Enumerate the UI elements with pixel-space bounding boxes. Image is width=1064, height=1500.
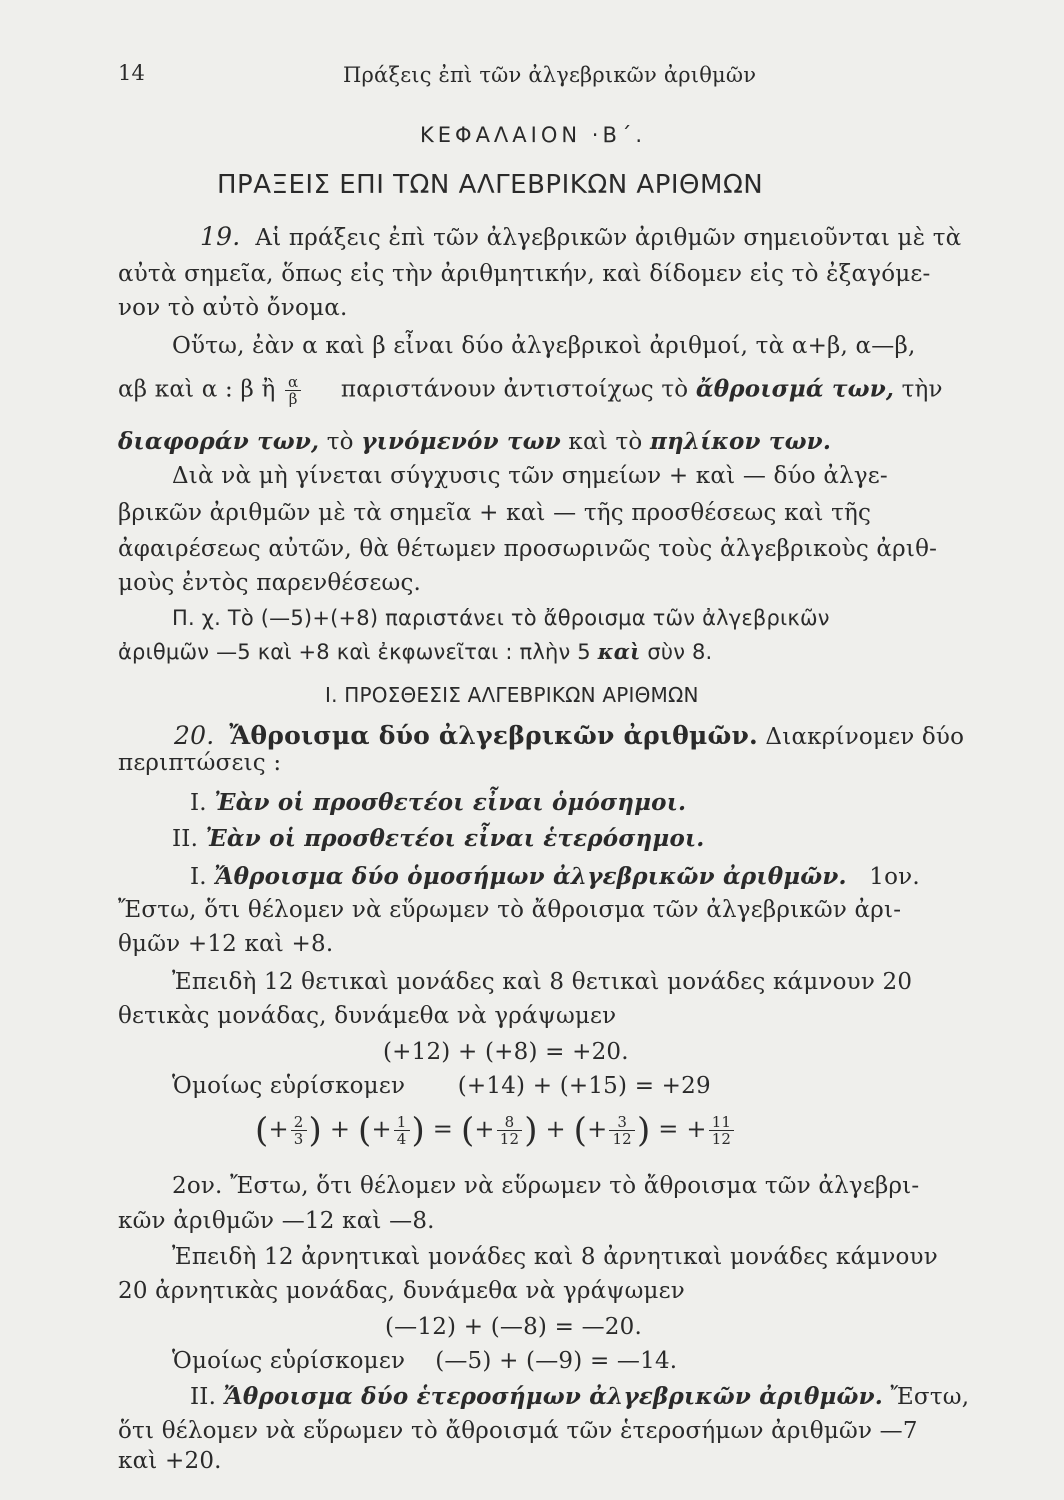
- denominator: 4: [394, 1130, 410, 1147]
- numerator: 1: [396, 1113, 407, 1131]
- numerator: 3: [617, 1113, 628, 1131]
- fraction: [394, 1114, 410, 1147]
- example-line: Π. χ. Τὸ (—5)+(+8) παριστάνει τὸ ἄθροισμα τῶν ἀλγεβρικῶν: [172, 606, 830, 630]
- emphasis-difference: διαφοράν των,: [118, 428, 320, 455]
- paragraph-line: μοὺς ἐντὸς παρενθέσεως.: [118, 570, 422, 596]
- paragraph-line: Ἔστω, ὅτι θέλομεν νὰ εὕρωμεν τὸ ἄθροισμα τῶν ἀλγεβρικῶν ἀρι-: [118, 897, 902, 923]
- section-19-line-1: [200, 222, 961, 253]
- case-line: [190, 788, 686, 818]
- numerator: 2: [293, 1113, 304, 1131]
- section-20-line-1: [174, 721, 964, 752]
- fraction-alpha-over-beta: [285, 374, 301, 407]
- paragraph-line: ἀφαιρέσεως αὐτῶν, θὰ θέτωμεν προσωρινῶς τοὺς ἀλγεβρικοὺς ἀριθ-: [118, 536, 938, 562]
- denominator: 3: [291, 1130, 307, 1147]
- section-number: 19.: [200, 222, 241, 251]
- emphasis-sum: ἄθροισμά των,: [695, 375, 895, 403]
- emphasis-quotient: πηλίκον των.: [649, 428, 832, 455]
- running-title: Πράξεις ἐπὶ τῶν ἀλγεβρικῶν ἀριθμῶν: [343, 63, 757, 87]
- case-number: I.: [190, 790, 207, 816]
- denominator: β: [285, 390, 301, 407]
- numerator: α: [287, 373, 299, 391]
- text: τὸ: [326, 429, 354, 455]
- text: Ὁμοίως εὑρίσκομεν: [172, 1348, 406, 1374]
- section-heading: Ι. ΠΡΟΣΘΕΣΙΣ ΑΛΓΕΒΡΙΚΩΝ ΑΡΙΘΜΩΝ: [325, 683, 699, 707]
- chapter-title: ΠΡΑΞΕΙΣ ΕΠΙ ΤΩΝ ΑΛΓΕΒΡΙΚΩΝ ΑΡΙΘΜΩΝ: [217, 170, 764, 200]
- denominator: 12: [497, 1130, 523, 1147]
- fraction: [609, 1114, 635, 1147]
- paragraph-line: καὶ +20.: [118, 1448, 222, 1474]
- text: τὴν: [901, 376, 943, 403]
- paragraph-line: βρικῶν ἀριθμῶν μὲ τὰ σημεῖα + καὶ — τῆς προσθέσεως καὶ τῆς: [118, 500, 872, 526]
- case-text: Ἐὰν οἱ προσθετέοι εἶναι ἑτερόσημοι.: [205, 825, 705, 852]
- case-number: I.: [190, 864, 207, 890]
- paragraph-line: 2ον. Ἔστω, ὅτι θέλομεν νὰ εὕρωμεν τὸ ἄθροισμα τῶν ἀλγεβρι-: [172, 1173, 920, 1199]
- case-line: [172, 824, 705, 854]
- section-number: 20.: [174, 721, 215, 750]
- fraction: [291, 1114, 307, 1147]
- case-heading: [190, 862, 920, 892]
- fraction: [709, 1114, 735, 1147]
- paragraph-line: [172, 1346, 677, 1376]
- text: ἀριθμῶν —5 καὶ +8 καὶ ἐκφωνεῖται : πλὴν 5: [118, 640, 591, 664]
- paragraph-line: 20 ἀρνητικὰς μονάδας, δυνάμεθα νὰ γράψωμεν: [118, 1278, 685, 1304]
- equation: (—12) + (—8) = —20.: [385, 1314, 642, 1340]
- case-number: II.: [190, 1384, 217, 1410]
- paragraph-line: Ἐπειδὴ 12 ἀρνητικαὶ μονάδες καὶ 8 ἀρνητικαὶ μονάδες κάμνουν: [172, 1244, 938, 1270]
- text: παριστάνουν ἀντιστοίχως τὸ: [340, 376, 689, 403]
- paragraph-line: νον τὸ αὐτὸ ὄνομα.: [118, 295, 348, 321]
- case-heading: [190, 1382, 969, 1412]
- paragraph-line: ὅτι θέλομεν νὰ εὕρωμεν τὸ ἄθροισμά τῶν ἑτεροσήμων ἀριθμῶν —7: [118, 1418, 918, 1444]
- denominator: 12: [709, 1130, 735, 1147]
- chapter-label: ΚΕΦΑΛΑΙΟΝ ·Β΄.: [420, 123, 647, 147]
- emphasis: καὶ: [597, 639, 641, 664]
- text: αβ καὶ α : β ἢ: [118, 376, 276, 403]
- page-number: 14: [118, 61, 146, 85]
- text: Ὁμοίως εὑρίσκομεν: [172, 1073, 406, 1099]
- example-line: [118, 637, 712, 667]
- paragraph-line: Οὕτω, ἐὰν α καὶ β εἶναι δύο ἀλγεβρικοὶ ἀριθμοί, τὰ α+β, α—β,: [172, 333, 916, 359]
- section-title: Ἄθροισμα δύο ἀλγεβρικῶν ἀριθμῶν.: [229, 721, 758, 750]
- paragraph-line: [118, 427, 831, 457]
- paragraph-line: Ἐπειδὴ 12 θετικαὶ μονάδες καὶ 8 θετικαὶ μονάδες κάμνουν 20: [172, 969, 913, 995]
- case-text: Ἐὰν οἱ προσθετέοι εἶναι ὁμόσημοι.: [214, 789, 687, 816]
- emphasis-product: γινόμενόν των: [361, 428, 561, 455]
- case-number: II.: [172, 826, 199, 852]
- denominator: 12: [609, 1130, 635, 1147]
- paragraph-line: κῶν ἀριθμῶν —12 καὶ —8.: [118, 1208, 435, 1234]
- text: καὶ τὸ: [568, 429, 643, 455]
- numerator: 11: [711, 1113, 732, 1131]
- case-title: Ἄθροισμα δύο ὁμοσήμων ἀλγεβρικῶν ἀριθμῶν.: [214, 863, 847, 890]
- paragraph-line: περιπτώσεις :: [118, 750, 282, 776]
- equation: (+12) + (+8) = +20.: [383, 1039, 629, 1065]
- paragraph-line: [118, 374, 943, 407]
- fraction: [497, 1114, 523, 1147]
- text: Διακρίνομεν δύο: [765, 724, 965, 750]
- equation: (+14) + (+15) = +29: [457, 1073, 711, 1099]
- text: Ἔστω,: [890, 1384, 970, 1410]
- paragraph-line: θετικὰς μονάδας, δυνάμεθα νὰ γράψωμεν: [118, 1003, 617, 1029]
- text: Αἱ πράξεις ἐπὶ τῶν ἀλγεβρικῶν ἀριθμῶν σημειοῦνται μὲ τὰ: [255, 225, 962, 251]
- fraction-equation: (+ $\frac{2}{3}$ ) + (+ $\frac{1}{4}$ ) = (+ $\frac{8}{12}$ ) + (+ $\frac{3}{12}$ ) = + $\frac{11}{12}$: [255, 1106, 736, 1154]
- paragraph-line: [172, 1071, 711, 1101]
- numerator: 8: [504, 1113, 515, 1131]
- text: σὺν 8.: [647, 640, 713, 664]
- paragraph-line: Διὰ νὰ μὴ γίνεται σύγχυσις τῶν σημείων + καὶ — δύο ἀλγε-: [172, 463, 888, 489]
- case-title: Ἄθροισμα δύο ἑτεροσήμων ἀλγεβρικῶν ἀριθμῶν.: [223, 1383, 884, 1410]
- paragraph-line: θμῶν +12 καὶ +8.: [118, 931, 334, 957]
- text: 1ον.: [869, 864, 920, 890]
- equation: (—5) + (—9) = —14.: [435, 1348, 678, 1374]
- paragraph-line: αὐτὰ σημεῖα, ὅπως εἰς τὴν ἀριθμητικήν, καὶ δίδομεν εἰς τὸ ἐξαγόμε-: [118, 261, 931, 287]
